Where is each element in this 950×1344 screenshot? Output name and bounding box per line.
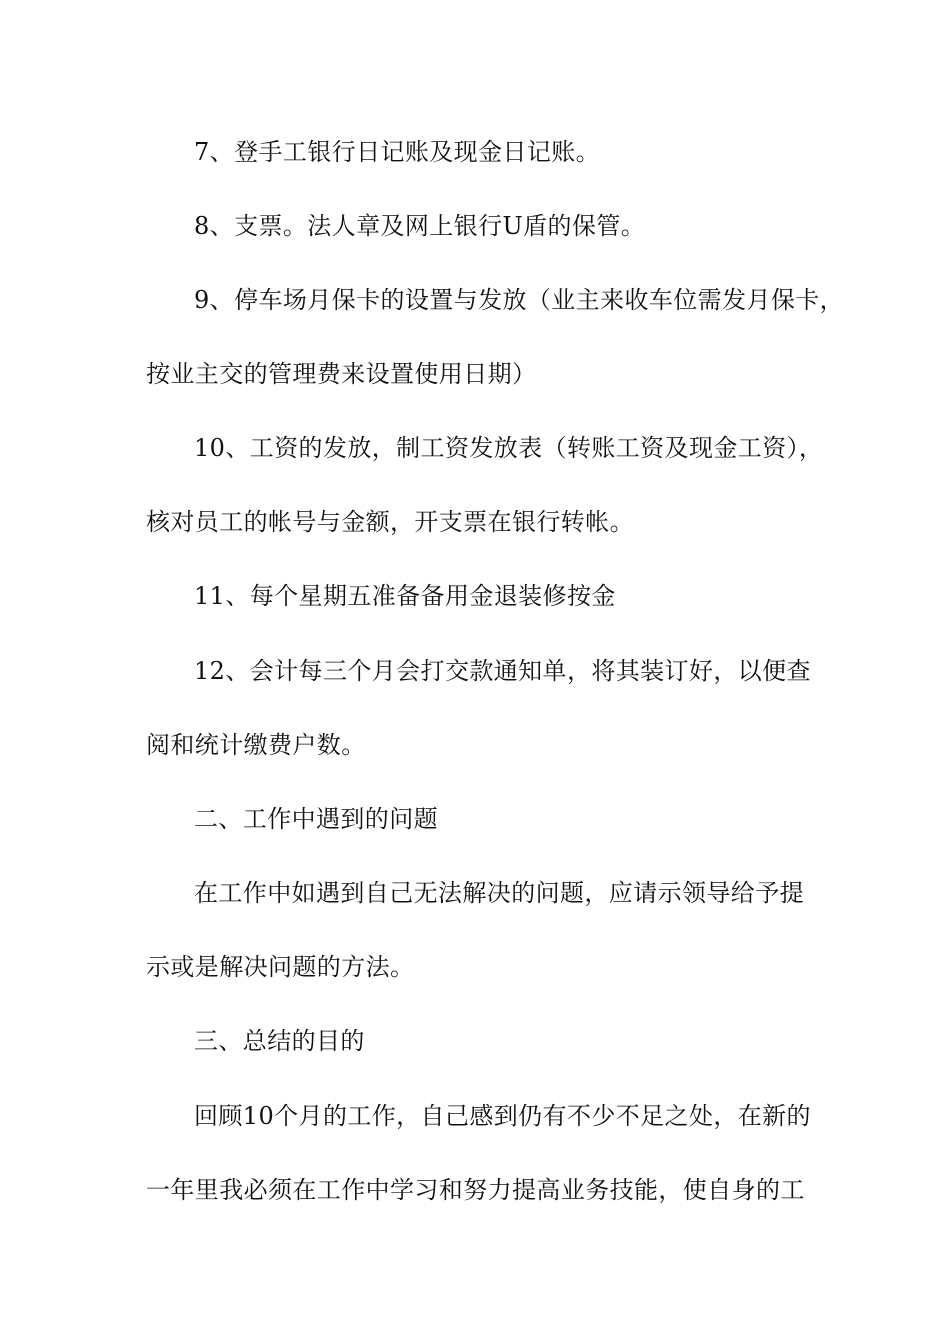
section-heading: 二、工作中遇到的问题 [194, 805, 438, 833]
text-line: 10、工资的发放，制工资发放表（转账工资及现金工资）， [194, 434, 824, 462]
section-heading: 三、总结的目的 [194, 1027, 365, 1055]
text-line: 回顾10个月的工作，自己感到仍有不少不足之处，在新的 [194, 1102, 811, 1130]
text-line: 按业主交的管理费来设置使用日期） [146, 360, 537, 388]
text-line: 核对员工的帐号与金额，开支票在银行转帐。 [146, 508, 634, 536]
text-line: 一年里我必须在工作中学习和努力提高业务技能，使自身的工 [146, 1176, 805, 1204]
text-line: 11、每个星期五准备备用金退装修按金 [194, 582, 616, 610]
text-line: 阅和统计缴费户数。 [146, 731, 366, 759]
text-line: 9、停车场月保卡的设置与发放（业主来收车位需发月保卡， [194, 286, 845, 314]
text-line: 在工作中如遇到自己无法解决的问题，应请示领导给予提 [194, 879, 804, 907]
text-line: 7、登手工银行日记账及现金日记账。 [194, 138, 601, 166]
text-line: 示或是解决问题的方法。 [146, 953, 415, 981]
text-line: 12、会计每三个月会打交款通知单，将其装订好，以便查 [194, 657, 811, 685]
text-line: 8、支票。法人章及网上银行U盾的保管。 [194, 212, 646, 240]
